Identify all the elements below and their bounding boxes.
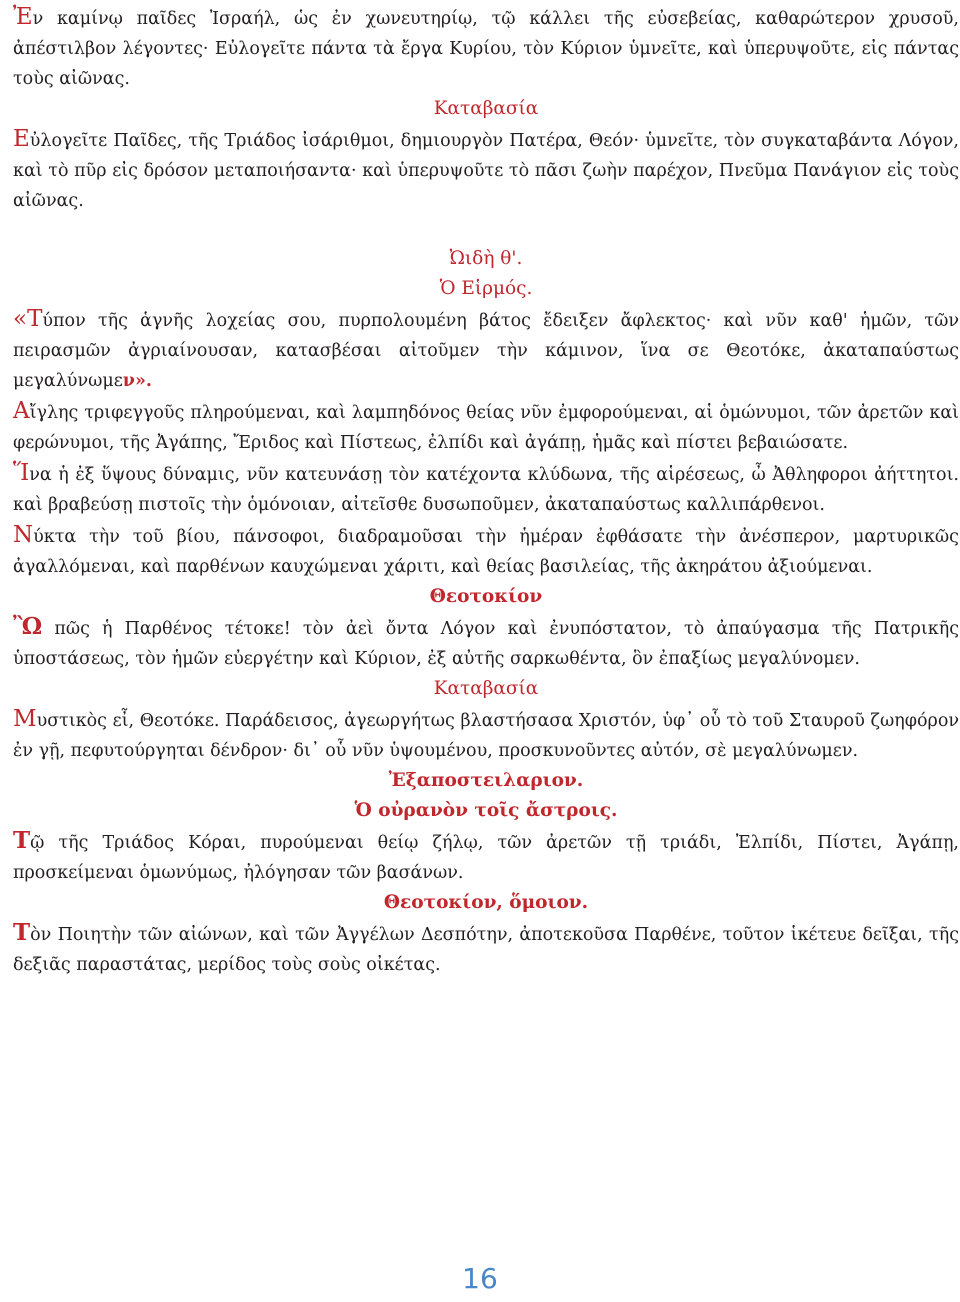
verse-paragraph [13, 458, 959, 520]
verse-text: ἴγλης τριφεγγοῦς πληρούμεναι, καὶ λαμπηδόνος θείας νῦν ἐμφορούμεναι, αἱ ὁμώνυμοι, τῶν ἀρετῶν καὶ φερώνυμοι, τῆς Ἀγάπης, Ἔριδος καὶ Πίστεως, ἐλπίδι καὶ ἀγάπῃ, ἡμᾶς καὶ πίστει βεβαιώσατε. [13, 403, 959, 453]
heading-theotokion: Θεοτοκίον [429, 586, 543, 607]
drop-initial: Ὢ [13, 613, 43, 640]
verse-text: υστικὸς εἶ, Θεοτόκε. Παράδεισος, ἀγεωργήτως βλαστήσασα Χριστόν, ὑφ᾽ οὗ τὸ τοῦ Σταυροῦ ζωηφόρον ἐν γῇ, πεφυτούργηται δένδρον· δι᾽ οὗ νῦν ὑψουμένου, προσκυνοῦντες αὐτόν, σὲ μεγαλύνωμεν. [13, 711, 959, 761]
verse-paragraph [13, 396, 959, 458]
heading-theotokion-homoion: Θεοτοκίον, ὅμοιον. [383, 892, 589, 913]
verse-text: ύκτα τὴν τοῦ βίου, πάνσοφοι, διαδραμοῦσαι τὴν ἡμέραν ἐφθάσατε τὴν ἀνέσπερον, μαρτυρικῶς ἀγαλλόμεναι, καὶ παρθένων καυχώμεναι χάριτι, καὶ θείας βασιλείας, τῆς ἀκηράτου ἀξιούμεναι. [13, 527, 959, 577]
verse-text: πῶς ἡ Παρθένος τέτοκε! τὸν ἀεὶ ὄντα Λόγον καὶ ἐνυπόστατον, τὸ ἀπαύγασμα τῆς Πατρικῆς ὑποστάσεως, τὸν ἡμῶν εὐεργέτην καὶ Κύριον, ἐξ αὐτῆς σαρκωθέντα, ὃν ἐπαξίως μεγαλύνομεν. [13, 619, 959, 669]
document-page [13, 2, 959, 980]
verse-paragraph [13, 2, 959, 94]
verse-ending: ν». [122, 371, 152, 391]
heading-exapostilarion: Ἐξαποστειλαριον. [388, 770, 584, 791]
verse-text: ὐλογεῖτε Παῖδες, τῆς Τριάδος ἰσάριθμοι, δημιουργὸν Πατέρα, Θεόν· ὑμνεῖτε, τὸν συγκαταβάντα Λόγον, καὶ τὸ πῦρ εἰς δρόσον μεταποιήσαντα· καὶ ὑπερυψοῦτε τὸ πᾶσι ζωὴν παρέχον, Πνεῦμα Πανάγιον εἰς τοὺς αἰῶνας. [13, 131, 959, 211]
heading-melody: Ὁ οὐρανὸν τοῖς ἄστροις. [354, 800, 618, 821]
verse-text: ν καμίνῳ παῖδες Ἰσραήλ, ὡς ἐν χωνευτηρίῳ, τῷ κάλλει τῆς εὐσεβείας, καθαρώτερον χρυσοῦ, ἀπέστιλβον λέγοντες· Εὐλογεῖτε πάντα τὰ ἔργα Κυρίου, τὸν Κύριον ὑμνεῖτε, καὶ ὑπερυψοῦτε, εἰς πάντας τοὺς αἰῶνας. [13, 9, 959, 89]
drop-initial: Ν [13, 522, 34, 548]
drop-initial: Τ [13, 827, 31, 854]
drop-initial: Ἐ [13, 4, 33, 30]
heading-heirmos: Ὁ Εἱρμός. [439, 278, 533, 299]
verse-text: να ἡ ἐξ ὕψους δύναμις, νῦν κατευνάσῃ τὸν κατέχοντα κλύδωνα, τῆς αἱρέσεως, ὦ Ἀθληφοροι ἀήττητοι. καὶ βραβεύσῃ πιστοῖς τὴν ὁμόνοιαν, αἰτεῖσθε δυσωποῦμεν, ἀκαταπαύστως καλλιπάρθενοι. [13, 465, 959, 515]
heading-katavasia: Καταβασία [433, 678, 539, 699]
verse-paragraph [13, 826, 959, 888]
drop-initial: «Τ [13, 306, 43, 332]
verse-paragraph [13, 520, 959, 582]
verse-text: ύπον τῆς ἁγνῆς λοχείας σου, πυρπολουμένη βάτος ἔδειξεν ἄφλεκτος· καὶ νῦν καθ' ἡμῶν, τῶν πειρασμῶν ἀγριαίνουσαν, κατασβέσαι αἰτοῦμεν τὴν κάμινον, ἵνα σε Θεοτόκε, ἀκαταπαύστως μεγαλύνωμε [13, 311, 959, 391]
drop-initial: Τ [13, 919, 31, 946]
page-number: 16 [462, 1262, 498, 1295]
drop-initial: Α [13, 398, 30, 424]
verse-paragraph [13, 124, 959, 216]
verse-paragraph [13, 304, 959, 396]
drop-initial: Μ [13, 706, 37, 732]
spacer [13, 216, 959, 244]
verse-text: ὸν Ποιητὴν τῶν αἰώνων, καὶ τῶν Ἀγγέλων Δεσπότην, ἀποτεκοῦσα Παρθένε, τοῦτον ἱκέτευε δεῖξαι, τῆς δεξιᾶς παραστάτας, μερίδος τοὺς σοὺς οἰκέτας. [13, 925, 959, 975]
verse-paragraph [13, 918, 959, 980]
drop-initial: Ε [13, 126, 30, 152]
drop-initial: Ἵ [13, 460, 30, 486]
heading-katavasia: Καταβασία [433, 98, 539, 119]
verse-text: ῷ τῆς Τριάδος Κόραι, πυρούμεναι θείῳ ζήλῳ, τῶν ἀρετῶν τῇ τριάδι, Ἐλπίδι, Πίστει, Ἀγάπῃ, προσκείμεναι ὁμωνύμως, ἠλόγησαν τῶν βασάνων. [13, 833, 959, 883]
verse-paragraph [13, 704, 959, 766]
heading-ode: Ὠιδὴ θ'. [449, 248, 523, 269]
verse-paragraph [13, 612, 959, 674]
